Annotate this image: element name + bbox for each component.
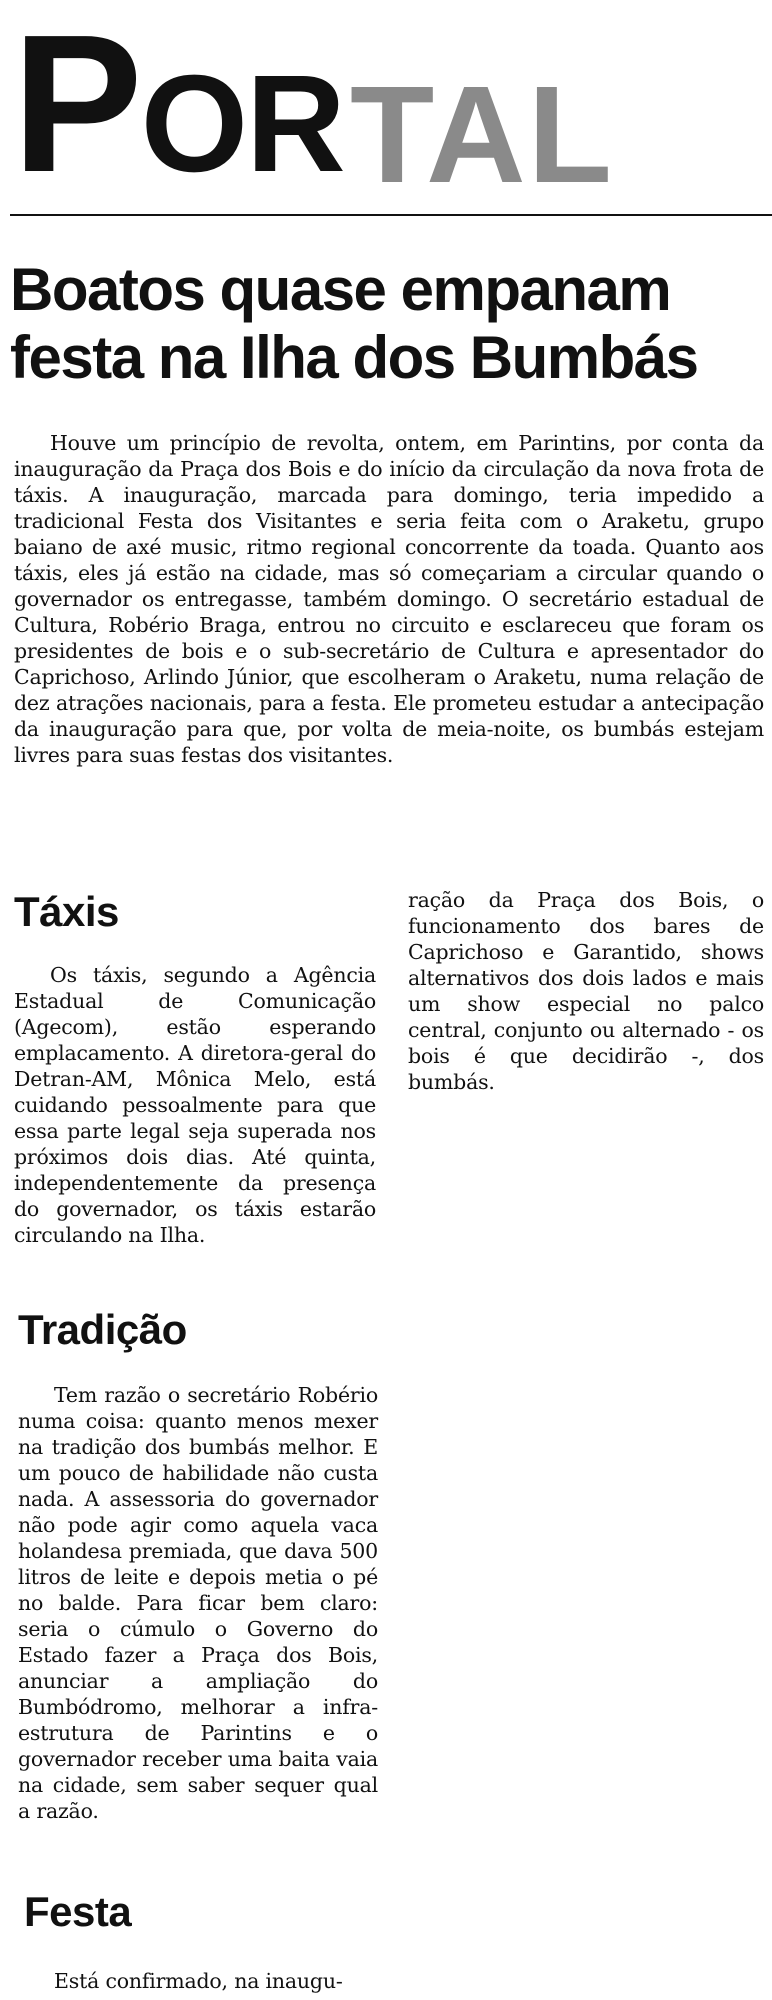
masthead-divider [10, 214, 772, 216]
section-text-taxis: Os táxis, segundo a Agência Estadual de Comunicação (Agecom), estão esperando emplacamento. A diretora-geral do Detran-AM, Mônica Melo, está cuidando pessoalmente para que essa parte legal seja superada nos próximos dois dias. Até quinta, independentemente da presença do governador, os táxis estarão circulando na Ilha. [14, 963, 376, 1247]
masthead-dark-part: POR [12, 0, 344, 213]
masthead-light-part: TAL [350, 58, 615, 212]
section-title-festa: Festa [24, 1888, 132, 1935]
section-title-taxis: Táxis [14, 888, 119, 935]
masthead-logo [12, 0, 762, 213]
section-text-festa: Está confirmado, na inaugu- [54, 1969, 343, 1993]
lead-paragraph: Houve um princípio de revolta, ontem, em Parintins, por conta da inauguração da Praça dos Bois e do início da circulação da nova frota de táxis. A inauguração, marcada para domingo, teria impedido a tradicional Festa dos Visitantes e seria feita com o Araketu, grupo baiano de axé music, ritmo regional concorrente da toada. Quanto aos táxis, eles já estão na cidade, mas só começariam a circular quando o governador os entregasse, também domingo. O secretário estadual de Cultura, Robério Braga, entrou no circuito e esclareceu que foram os presidentes de bois e o sub-secretário de Cultura e apresentador do Caprichoso, Arlindo Júnior, que escolheram o Araketu, numa relação de dez atrações nacionais, para a festa. Ele prometeu estudar a antecipação da inauguração para que, por volta de meia-noite, os bumbás estejam livres para suas festas dos visitantes. [14, 431, 764, 767]
headline: Boatos quase empanam festa na Ilha dos Bumbás [10, 256, 698, 391]
section-title-tradicao: Tradição [18, 1306, 187, 1353]
section-text-tradicao: Tem razão o secretário Robério numa coisa: quanto menos mexer na tradição dos bumbás melhor. E um pouco de habilidade não custa nada. A assessoria do governador não pode agir como aquela vaca holandesa premiada, que dava 500 litros de leite e depois metia o pé no balde. Para ficar bem claro: seria o cúmulo o Governo do Estado fazer a Praça dos Bois, anunciar a ampliação do Bumbódromo, melhorar a infra-estrutura de Parintins e o governador receber uma baita vaia na cidade, sem saber sequer qual a razão. [18, 1383, 378, 1823]
continuation-text: ração da Praça dos Bois, o funcionamento dos bares de Caprichoso e Garantido, shows alternativos dos dois lados e mais um show especial no palco central, conjunto ou alternado - os bois é que decidirão -, dos bumbás. [408, 888, 764, 1094]
